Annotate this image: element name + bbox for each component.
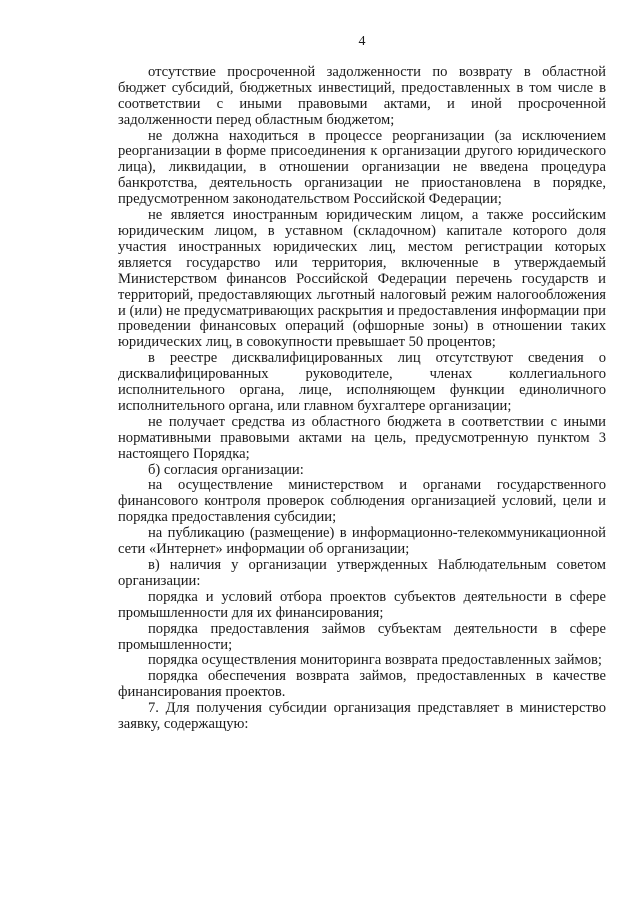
paragraph-consent-heading: б) согласия организации:: [148, 461, 304, 478]
paragraph-monitoring-procedure: порядка осуществления мониторинга возврата предоставленных займов;: [148, 652, 602, 669]
paragraph-not-foreign-entity: не является иностранным юридическим лицом, а также российским юридическим лицом, в уставном (складочном) капитале которого доля участия иностранных юридических лиц, местом регистрации которых является государство или территория, включенные в утверждаемый Министерством финансов Российской Федерации перечень государств и территорий, предоставляющих льготный налоговый режим налогообложения и (или) не предусматривающих раскрытия и предоставления информации при проведении финансовых операций (офшорные зоны) в отношении таких юридических лиц, в совокупности превышает 50 процентов;: [118, 207, 606, 351]
paragraph-disqualified-registry: в реестре дисквалифицированных лиц отсутствуют сведения о дисквалифицированных руководителе, членах коллегиального исполнительного органа, лице, исполняющем функции единоличного исполнительного органа, или главном бухгалтере организации;: [118, 350, 606, 414]
paragraph-no-other-funds: не получает средства из областного бюджета в соответствии с иными нормативными правовыми актами на цель, предусмотренную пунктом 3 настоящего Порядка;: [118, 413, 606, 462]
paragraph-selection-procedure: порядка и условий отбора проектов субъектов деятельности в сфере промышленности для их финансирования;: [118, 588, 606, 621]
page-number: 4: [358, 34, 366, 49]
document-page: [118, 34, 606, 733]
paragraph-consent-inspections: на осуществление министерством и органами государственного финансового контроля проверок соблюдения организацией условий, цели и порядка предоставления субсидии;: [118, 477, 606, 526]
paragraph-repayment-procedure: порядка обеспечения возврата займов, предоставленных в качестве финансирования проектов.: [118, 668, 606, 701]
paragraph-consent-publication: на публикацию (размещение) в информационно-телекоммуникационной сети «Интернет» информации об организации;: [118, 525, 606, 558]
paragraph-item-7-application: 7. Для получения субсидии организация представляет в министерство заявку, содержащую:: [118, 700, 606, 733]
paragraph-loan-procedure: порядка предоставления займов субъектам деятельности в сфере промышленности;: [118, 620, 606, 653]
paragraph-no-reorganization: не должна находиться в процессе реорганизации (за исключением реорганизации в форме присоединения к организации другого юридического лица), ликвидации, в отношении организации не введена процедура банкротства, деятельность организации не приостановлена в порядке, предусмотренном законодательством Российской Федерации;: [118, 127, 606, 208]
paragraph-no-overdue-debt: отсутствие просроченной задолженности по возврату в областной бюджет субсидий, бюджетных инвестиций, предоставленных в том числе в соответствии с иными правовыми актами, и иной просроченной задолженности перед областным бюджетом;: [118, 63, 606, 128]
paragraph-approved-procedures-heading: в) наличия у организации утвержденных Наблюдательным советом организации:: [118, 557, 606, 589]
